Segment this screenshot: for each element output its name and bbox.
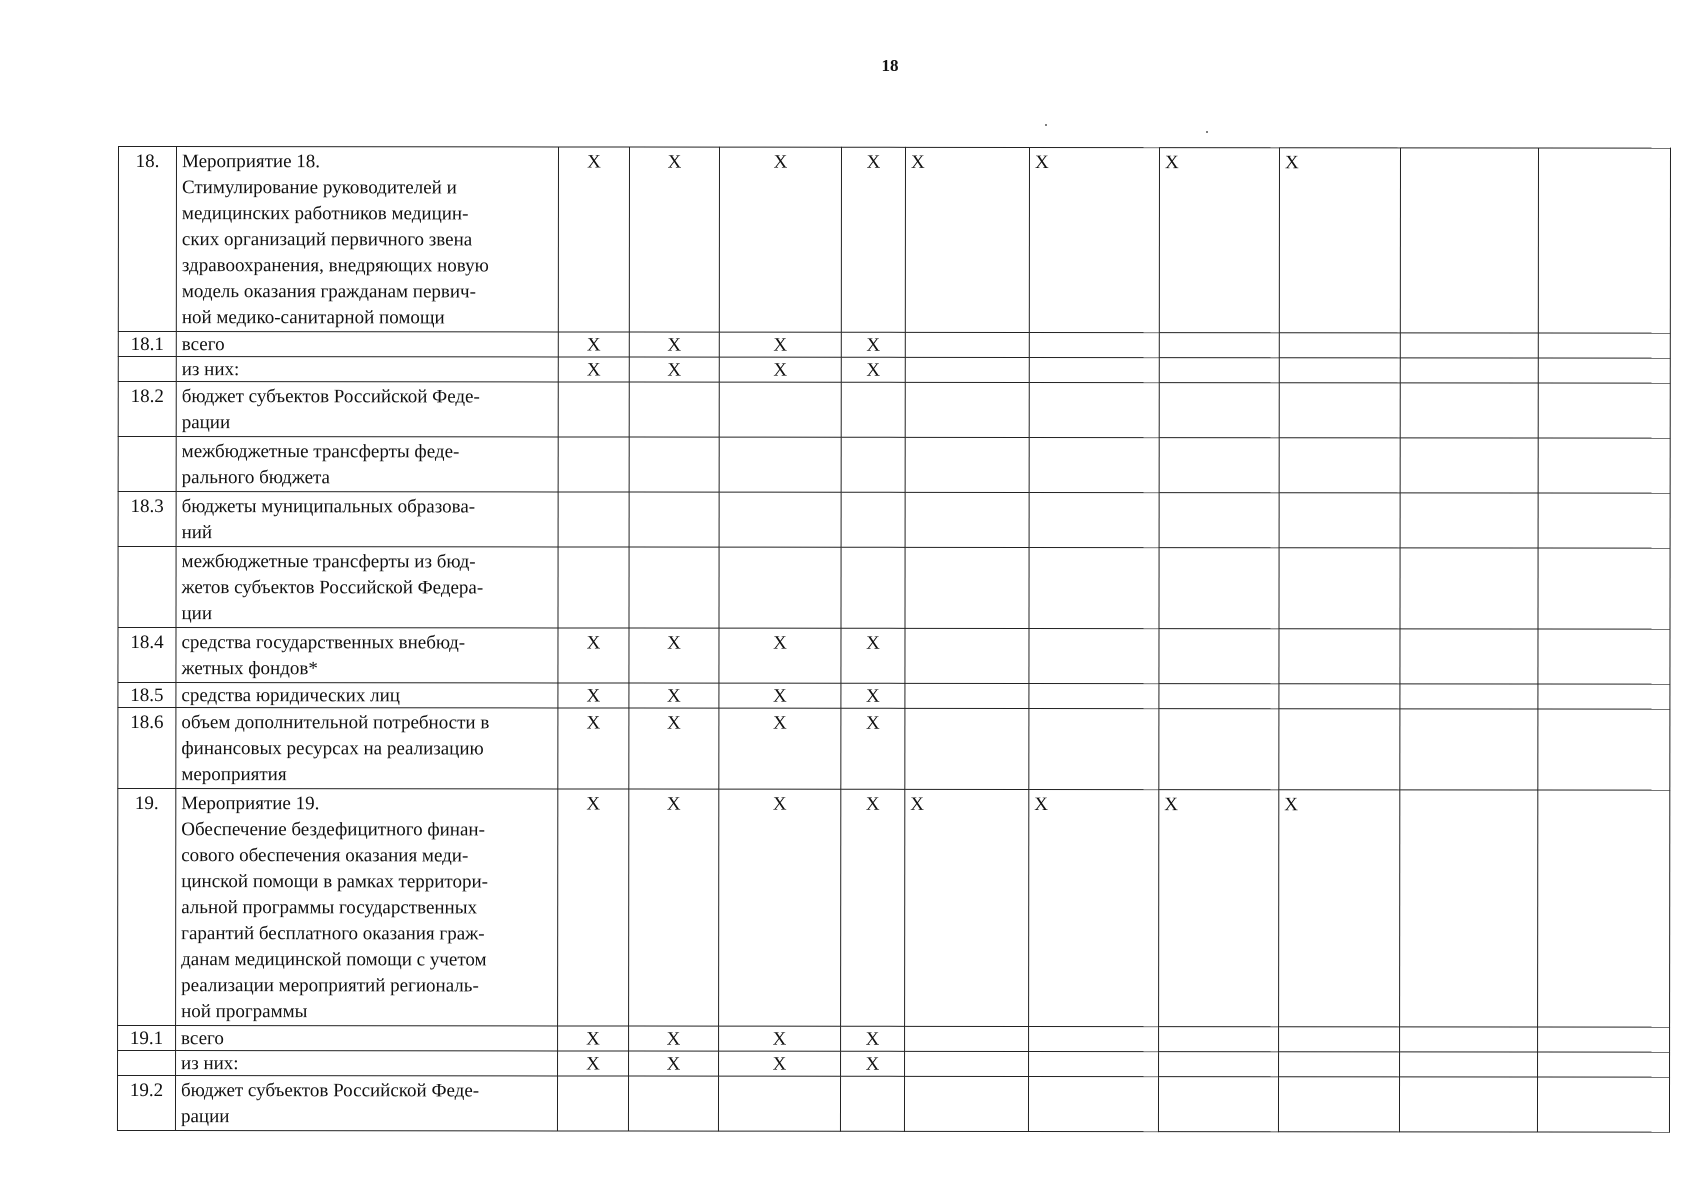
table-cell bbox=[1279, 493, 1400, 548]
row-number: 18.4 bbox=[118, 628, 176, 683]
scan-speck bbox=[1206, 131, 1208, 133]
desc-line: данам медицинской помощи с учетом bbox=[181, 949, 487, 971]
table-cell bbox=[904, 1076, 1028, 1131]
table-cell: X bbox=[1279, 790, 1400, 1027]
table-cell: X bbox=[629, 357, 719, 382]
desc-line: медицинских работников медицин- bbox=[181, 203, 469, 225]
desc-line: здравоохранения, внедряющих новую bbox=[181, 255, 489, 277]
desc-line: сового обеспечения оказания меди- bbox=[181, 845, 469, 867]
row-number bbox=[118, 547, 176, 628]
row-number: 18.3 bbox=[118, 492, 176, 547]
row-description bbox=[176, 382, 558, 437]
table-cell bbox=[1538, 148, 1670, 333]
table-cell bbox=[629, 437, 719, 492]
table-cell: X bbox=[841, 1026, 905, 1051]
table-cell bbox=[1029, 628, 1159, 683]
table-row bbox=[118, 789, 1670, 1028]
table-cell bbox=[841, 492, 905, 547]
table-cell: X bbox=[905, 789, 1029, 1026]
desc-line: всего bbox=[181, 334, 225, 356]
table-cell: X bbox=[841, 357, 905, 382]
table-cell bbox=[905, 1051, 1029, 1076]
page-number: 18 bbox=[881, 56, 899, 75]
table-row bbox=[118, 382, 1670, 439]
table-body bbox=[117, 147, 1670, 1133]
desc-line: средства юридических лиц bbox=[181, 685, 400, 707]
table-cell bbox=[629, 547, 719, 628]
desc-line: финансовых ресурсах на реализацию bbox=[181, 738, 484, 760]
table-cell: X bbox=[719, 332, 841, 357]
table-cell: X bbox=[719, 1026, 841, 1051]
table-cell bbox=[558, 437, 629, 492]
table-cell: X bbox=[841, 1051, 905, 1076]
table-cell: X bbox=[1279, 148, 1400, 333]
row-description bbox=[176, 708, 558, 789]
table-cell: X bbox=[629, 708, 719, 789]
row-number bbox=[118, 357, 176, 382]
desc-line: рации bbox=[180, 1106, 230, 1128]
desc-line: Мероприятие 19. bbox=[181, 793, 320, 815]
table-cell bbox=[905, 547, 1029, 628]
table-cell bbox=[1538, 684, 1670, 709]
desc-line: Мероприятие 18. bbox=[181, 151, 321, 173]
table-cell bbox=[905, 437, 1029, 492]
table-cell bbox=[841, 382, 905, 437]
table-cell bbox=[629, 492, 719, 547]
table-cell bbox=[1538, 709, 1670, 790]
table-cell bbox=[840, 1076, 904, 1131]
table-cell bbox=[1279, 684, 1400, 709]
row-number: 18. bbox=[118, 147, 176, 332]
table-cell bbox=[1400, 438, 1538, 493]
table-cell bbox=[905, 683, 1029, 708]
table-cell bbox=[1159, 684, 1279, 709]
desc-line: из них: bbox=[181, 1053, 239, 1075]
table-cell: X bbox=[719, 357, 841, 382]
budget-table bbox=[117, 146, 1671, 1133]
table-row bbox=[118, 547, 1670, 630]
table-row bbox=[118, 1026, 1670, 1053]
table-cell bbox=[1159, 358, 1279, 383]
table-cell bbox=[1279, 383, 1400, 438]
desc-line: мероприятия bbox=[181, 764, 287, 786]
row-description bbox=[176, 357, 558, 382]
table-cell bbox=[719, 437, 841, 492]
table-cell bbox=[1400, 684, 1538, 709]
scan-speck bbox=[1045, 124, 1047, 126]
table-cell: X bbox=[558, 628, 629, 683]
table-cell bbox=[558, 382, 629, 437]
desc-line: объем дополнительной потребности в bbox=[181, 712, 490, 734]
table-cell: X bbox=[841, 789, 905, 1026]
desc-line: ний bbox=[181, 522, 213, 544]
table-cell bbox=[905, 332, 1029, 357]
table-cell bbox=[558, 492, 629, 547]
row-description bbox=[176, 437, 558, 492]
table-cell bbox=[1158, 1077, 1278, 1132]
table-row bbox=[118, 332, 1670, 359]
table-row bbox=[117, 1076, 1669, 1133]
table-cell bbox=[1029, 1026, 1159, 1051]
desc-line: бюджет субъектов Российской Феде- bbox=[181, 386, 480, 408]
row-number bbox=[118, 1051, 176, 1076]
row-number: 19. bbox=[118, 789, 176, 1026]
table-cell: X bbox=[905, 147, 1029, 332]
table-cell bbox=[1538, 333, 1670, 358]
table-cell: X bbox=[558, 1026, 629, 1051]
table-cell: X bbox=[629, 789, 719, 1026]
desc-line: реализации мероприятий региональ- bbox=[181, 975, 479, 997]
table-cell: X bbox=[1029, 789, 1159, 1026]
table-row bbox=[118, 708, 1670, 791]
table-cell bbox=[905, 357, 1029, 382]
table-cell bbox=[1400, 148, 1538, 333]
table-cell: X bbox=[1159, 790, 1279, 1027]
table-cell bbox=[557, 1076, 628, 1131]
table-cell bbox=[1279, 333, 1400, 358]
table-cell: X bbox=[558, 1051, 629, 1076]
table-cell bbox=[1400, 383, 1538, 438]
desc-line: жетов субъектов Российской Федера- bbox=[181, 577, 484, 599]
table-cell bbox=[1029, 492, 1159, 547]
desc-line: средства государственных внебюд- bbox=[181, 632, 466, 654]
desc-line: бюджет субъектов Российской Феде- bbox=[180, 1080, 480, 1102]
table-cell: X bbox=[558, 683, 629, 708]
row-description bbox=[176, 547, 558, 628]
desc-line: ной медико-санитарной помощи bbox=[181, 307, 445, 329]
table-cell bbox=[1029, 357, 1159, 382]
row-number: 18.5 bbox=[118, 683, 176, 708]
table-cell bbox=[1159, 493, 1279, 548]
table-cell: X bbox=[841, 683, 905, 708]
table-cell bbox=[1279, 1027, 1400, 1052]
table-cell bbox=[1400, 709, 1538, 790]
desc-line: рального бюджета bbox=[181, 467, 330, 489]
table-cell bbox=[1029, 332, 1159, 357]
table-cell: X bbox=[719, 1051, 841, 1076]
row-description bbox=[175, 1076, 557, 1131]
table-cell bbox=[1537, 1077, 1669, 1132]
row-description bbox=[176, 789, 558, 1026]
table-cell bbox=[905, 1026, 1029, 1051]
table-cell: X bbox=[558, 708, 629, 789]
desc-line: Стимулирование руководителей и bbox=[181, 177, 457, 199]
table-cell: X bbox=[719, 628, 841, 683]
table-row bbox=[118, 683, 1670, 710]
table-cell bbox=[1538, 790, 1670, 1027]
row-description bbox=[176, 1026, 558, 1051]
table-cell bbox=[628, 1076, 718, 1131]
row-number bbox=[118, 437, 176, 492]
table-cell: X bbox=[629, 683, 719, 708]
table-cell: X bbox=[1029, 147, 1159, 332]
table-cell bbox=[1279, 709, 1400, 790]
table-cell bbox=[905, 382, 1029, 437]
row-number: 18.2 bbox=[118, 382, 176, 437]
table-cell: X bbox=[558, 789, 629, 1026]
table-cell: X bbox=[841, 332, 905, 357]
table-cell bbox=[1279, 358, 1400, 383]
table-cell bbox=[841, 547, 905, 628]
desc-line: модель оказания гражданам первич- bbox=[181, 281, 476, 303]
table-cell: X bbox=[558, 147, 629, 332]
table-row bbox=[118, 357, 1670, 384]
table-cell bbox=[1538, 493, 1670, 548]
table-cell bbox=[719, 382, 841, 437]
table-cell bbox=[1029, 708, 1159, 789]
row-description bbox=[176, 683, 558, 708]
table-cell bbox=[1029, 382, 1159, 437]
table-cell bbox=[1538, 629, 1670, 684]
row-description bbox=[176, 332, 558, 357]
table-cell bbox=[1029, 547, 1159, 628]
desc-line: бюджеты муниципальных образова- bbox=[181, 496, 476, 518]
table-cell: X bbox=[558, 357, 629, 382]
table-cell bbox=[1538, 358, 1670, 383]
row-description bbox=[176, 1051, 558, 1076]
desc-line: межбюджетные трансферты из бюд- bbox=[181, 551, 476, 573]
table-cell bbox=[719, 547, 841, 628]
row-number: 18.6 bbox=[118, 708, 176, 789]
table-cell: X bbox=[629, 1026, 719, 1051]
desc-line: ной программы bbox=[181, 1001, 308, 1023]
row-description bbox=[176, 147, 558, 332]
table-cell bbox=[1400, 1027, 1538, 1052]
row-number: 19.2 bbox=[117, 1076, 175, 1131]
table-cell: X bbox=[1159, 148, 1279, 333]
row-number: 18.1 bbox=[118, 332, 176, 357]
desc-line: всего bbox=[181, 1028, 224, 1050]
table-cell bbox=[1399, 1077, 1537, 1132]
desc-line: ции bbox=[181, 603, 213, 625]
table-cell bbox=[558, 547, 629, 628]
desc-line: межбюджетные трансферты феде- bbox=[181, 441, 460, 463]
table-cell bbox=[1538, 438, 1670, 493]
table-cell bbox=[719, 492, 841, 547]
table-cell bbox=[1400, 1052, 1538, 1077]
table-cell bbox=[1538, 1027, 1670, 1052]
table-cell: X bbox=[719, 147, 841, 332]
table-cell: X bbox=[841, 628, 905, 683]
table-cell bbox=[1159, 1052, 1279, 1077]
table-cell bbox=[1278, 1077, 1399, 1132]
table-cell bbox=[1029, 437, 1159, 492]
table-cell bbox=[1159, 333, 1279, 358]
table-cell bbox=[1159, 383, 1279, 438]
table-cell bbox=[1538, 1052, 1670, 1077]
desc-line: цинской помощи в рамках территори- bbox=[181, 871, 489, 893]
table-cell bbox=[629, 382, 719, 437]
desc-line: ских организаций первичного звена bbox=[181, 229, 473, 251]
table-cell bbox=[905, 708, 1029, 789]
table-row bbox=[118, 437, 1670, 494]
table-cell bbox=[1400, 790, 1538, 1027]
table-cell: X bbox=[719, 789, 841, 1026]
table-row bbox=[118, 147, 1670, 334]
table-cell bbox=[1400, 493, 1538, 548]
row-description bbox=[176, 628, 558, 683]
table-cell bbox=[1400, 358, 1538, 383]
desc-line: из них: bbox=[181, 359, 240, 381]
desc-line: рации bbox=[181, 412, 231, 434]
table-cell: X bbox=[629, 147, 719, 332]
table-cell: X bbox=[719, 708, 841, 789]
table-cell bbox=[1159, 709, 1279, 790]
desc-line: альной программы государственных bbox=[181, 897, 478, 919]
table-row bbox=[118, 1051, 1670, 1078]
table-cell bbox=[1400, 333, 1538, 358]
table-cell: X bbox=[629, 332, 719, 357]
row-number: 19.1 bbox=[118, 1026, 176, 1051]
table-cell: X bbox=[558, 332, 629, 357]
row-description bbox=[176, 492, 558, 547]
desc-line: гарантий бесплатного оказания граж- bbox=[181, 923, 485, 945]
table-row bbox=[118, 492, 1670, 549]
table-cell bbox=[718, 1076, 840, 1131]
table-cell bbox=[1538, 383, 1670, 438]
table-cell bbox=[1400, 548, 1538, 629]
table-cell bbox=[1159, 1027, 1279, 1052]
table-cell: X bbox=[841, 147, 905, 332]
table-cell bbox=[905, 492, 1029, 547]
table-cell bbox=[1029, 683, 1159, 708]
table-cell bbox=[905, 628, 1029, 683]
table-cell bbox=[1028, 1076, 1158, 1131]
table-cell bbox=[1279, 1052, 1400, 1077]
table-cell: X bbox=[841, 708, 905, 789]
table-cell bbox=[1279, 438, 1400, 493]
table-cell bbox=[1159, 629, 1279, 684]
table-cell: X bbox=[629, 628, 719, 683]
table-cell bbox=[1400, 629, 1538, 684]
table-cell bbox=[1159, 548, 1279, 629]
table-cell bbox=[1538, 548, 1670, 629]
table-cell bbox=[1159, 438, 1279, 493]
table-cell bbox=[1279, 548, 1400, 629]
table-cell bbox=[841, 437, 905, 492]
table-cell bbox=[1279, 629, 1400, 684]
desc-line: жетных фондов* bbox=[181, 658, 318, 680]
table-row bbox=[118, 628, 1670, 685]
table-cell bbox=[1029, 1051, 1159, 1076]
table-cell: X bbox=[719, 683, 841, 708]
desc-line: Обеспечение бездефицитного финан- bbox=[181, 819, 485, 841]
table-cell: X bbox=[629, 1051, 719, 1076]
